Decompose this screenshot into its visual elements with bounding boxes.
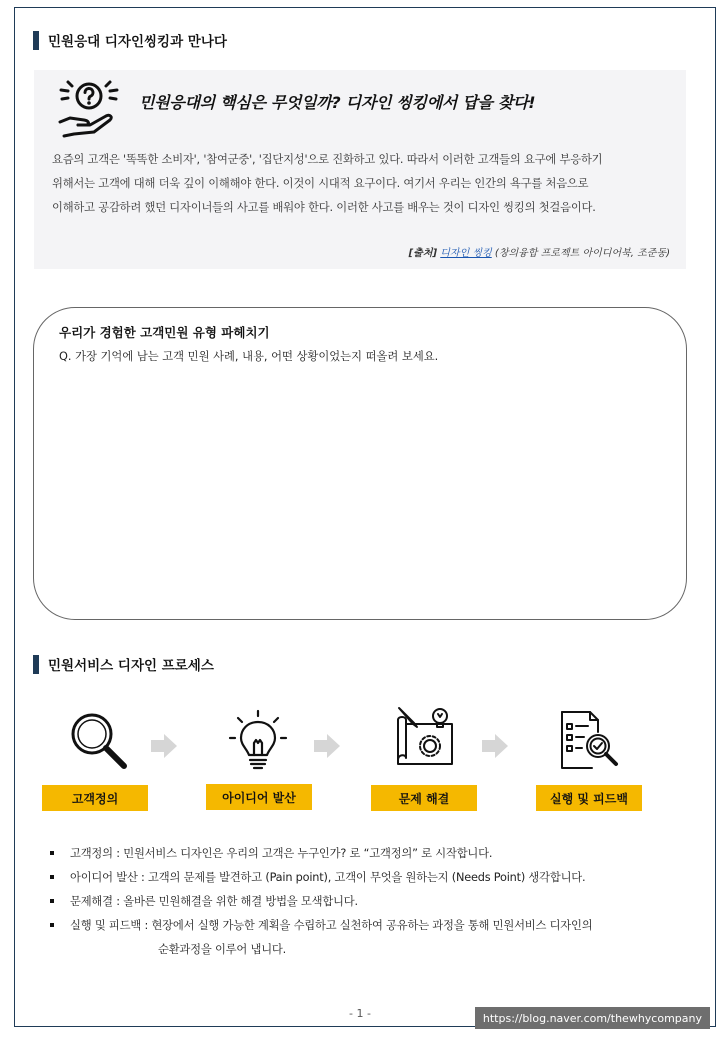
intro-headline: 민원응대의 핵심은 무엇일까? 디자인 씽킹에서 답을 찾다! xyxy=(139,93,536,112)
step-label-customer-definition: 고객정의 xyxy=(42,785,148,811)
source-label: [출처] xyxy=(408,248,438,259)
intro-body xyxy=(52,148,676,220)
question-text: Q. 가장 기억에 남는 고객 민원 사례, 내용, 어떤 상황이었는지 떠올려 보세요. xyxy=(59,350,439,363)
bullet-item xyxy=(50,914,650,962)
step-label-execution-feedback: 실행 및 피드백 xyxy=(536,785,642,811)
bullet-continuation: 순환과정을 이루어 냅니다. xyxy=(158,943,287,956)
blog-url-watermark[interactable]: https://blog.naver.com/thewhycompany xyxy=(475,1007,710,1029)
bullet-text: 아이디어 발산 : 고객의 문제를 발견하고 (Pain point), 고객이 무엇을 원하는지 (Needs Point) 생각합니다. xyxy=(70,871,586,884)
question-box xyxy=(33,307,687,620)
page-number: - 1 - xyxy=(349,1007,371,1020)
section-title-process xyxy=(33,654,214,674)
question-heading: 우리가 경험한 고객민원 유형 파헤치기 xyxy=(59,325,270,340)
section-title-text: 민원응대 디자인씽킹과 만나다 xyxy=(48,34,227,50)
intro-line: 요즘의 고객은 '똑똑한 소비자', '참여군중', '집단지성'으로 진화하고 있다. 따라서 이러한 고객들의 요구에 부응하기 xyxy=(52,153,603,166)
step-label-idea-divergence: 아이디어 발산 xyxy=(206,784,312,810)
intro-line: 이해하고 공감하려 했던 디자이너들의 사고를 배워야 한다. 이러한 사고를 배우는 것이 디자인 씽킹의 첫걸음이다. xyxy=(52,201,596,214)
section-title-design-thinking xyxy=(33,30,227,50)
source-citation xyxy=(409,244,670,259)
lightbulb-icon xyxy=(226,708,290,772)
magnifier-icon xyxy=(66,708,130,772)
arrow-right-icon xyxy=(149,731,179,761)
arrow-right-icon xyxy=(480,731,510,761)
section-title-text: 민원서비스 디자인 프로세스 xyxy=(48,658,214,674)
step-label-problem-solving: 문제 해결 xyxy=(371,785,477,811)
source-detail: (창의융합 프로젝트 아이디어북, 조준동) xyxy=(494,248,670,259)
arrow-right-icon xyxy=(312,731,342,761)
process-bullet-list xyxy=(50,842,650,962)
checklist-search-icon xyxy=(556,708,620,772)
section-title-bar xyxy=(33,655,39,674)
source-link[interactable]: 디자인 씽킹 xyxy=(440,248,492,259)
bullet-text: 실행 및 피드백 : 현장에서 실행 가능한 계획을 수립하고 실천하여 공유하는 과정을 통해 민원서비스 디자인의 xyxy=(70,919,593,932)
bullet-item xyxy=(50,890,650,914)
intro-box xyxy=(34,70,686,269)
intro-line: 위해서는 고객에 대해 더욱 깊이 이해해야 한다. 이것이 시대적 요구이다. 여기서 우리는 인간의 욕구를 처음으로 xyxy=(52,177,589,190)
bullet-item xyxy=(50,842,650,866)
section-title-bar xyxy=(33,31,39,50)
bullet-item xyxy=(50,866,650,890)
blueprint-gear-icon xyxy=(394,704,458,768)
help-hand-icon xyxy=(56,78,122,140)
bullet-text: 문제해결 : 올바른 민원해결을 위한 해결 방법을 모색합니다. xyxy=(70,895,358,908)
bullet-text: 고객정의 : 민원서비스 디자인은 우리의 고객은 누구인가? 로 “고객정의” 로 시작합니다. xyxy=(70,847,493,860)
